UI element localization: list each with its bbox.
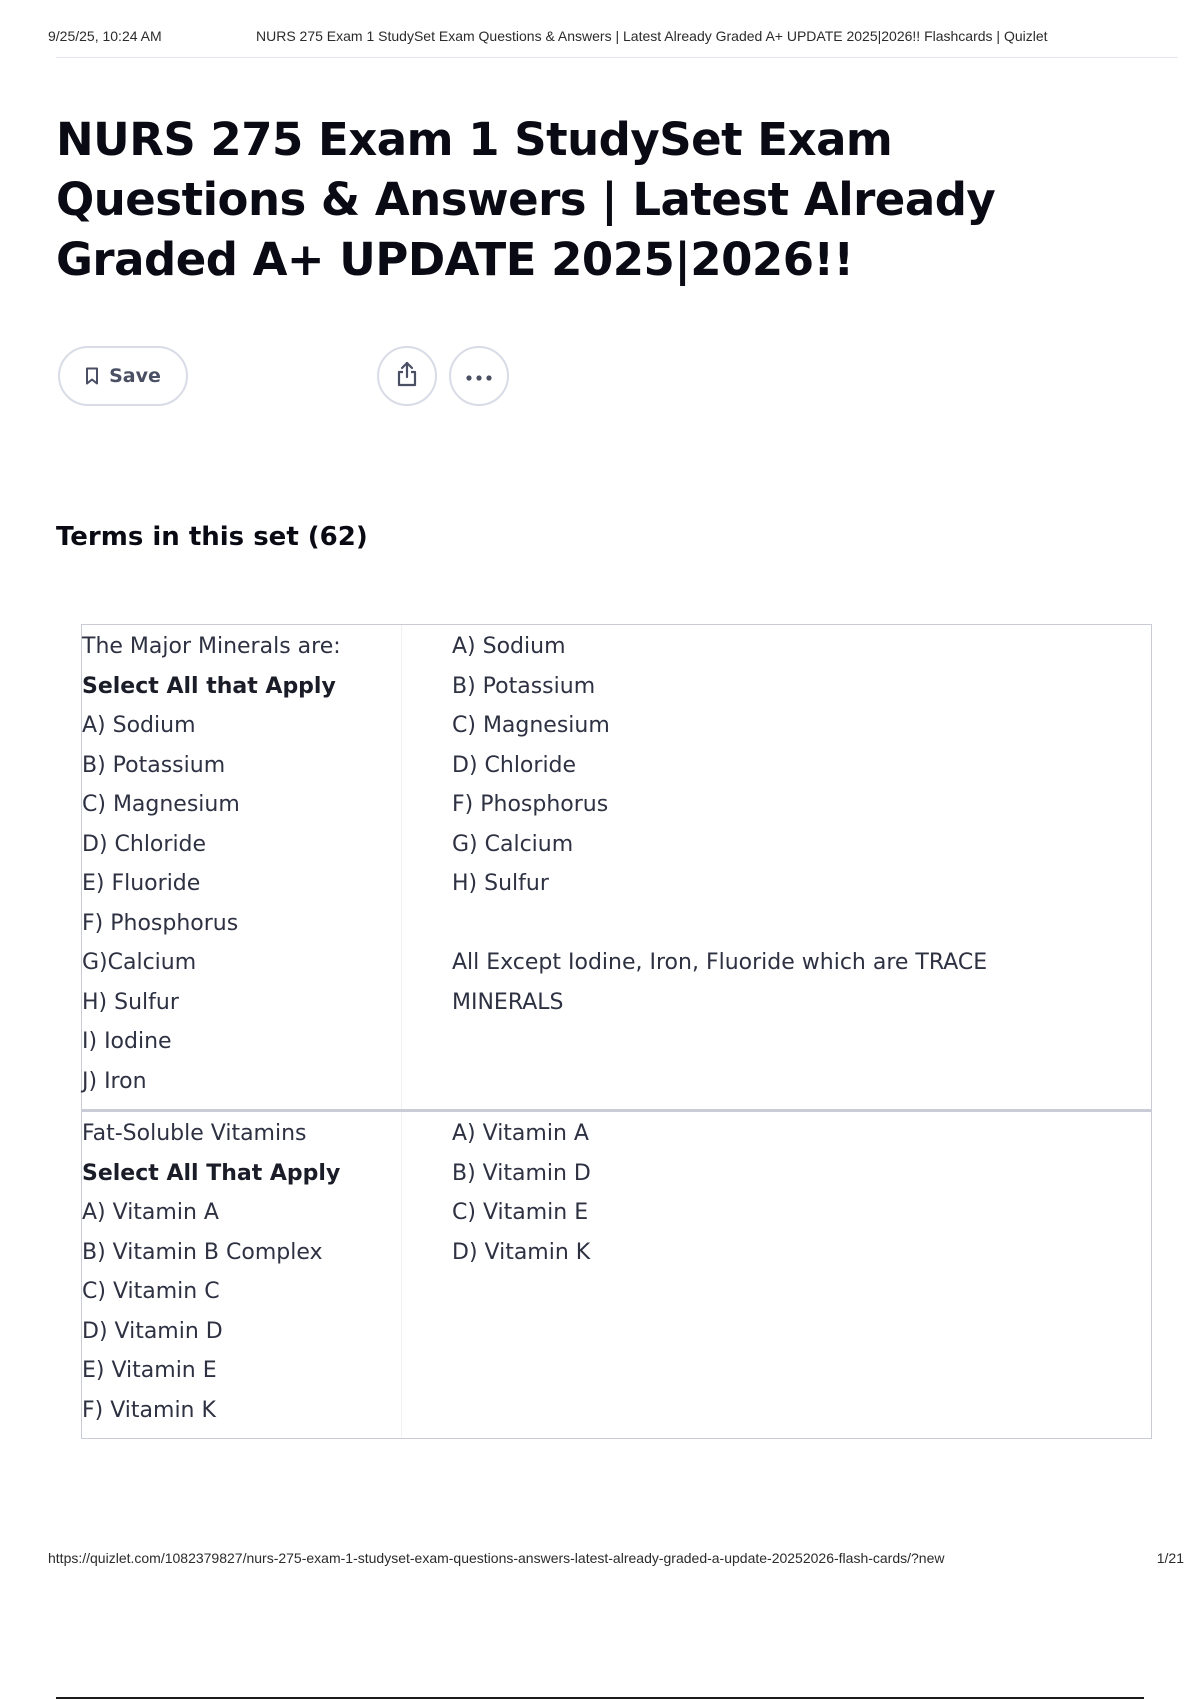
definition-line: H) Sulfur — [452, 871, 549, 896]
page-number: 1/21 — [1156, 1550, 1184, 1566]
terms-heading: Terms in this set (62) — [56, 522, 368, 552]
definition-line: B) Vitamin D — [452, 1160, 591, 1186]
term-instruction: Select All that Apply — [82, 673, 336, 699]
page-title: NURS 275 Exam 1 StudySet Exam Questions & Answers | Latest Already Graded A+ UPDATE 2025|2026!! — [56, 113, 996, 286]
print-document-title: NURS 275 Exam 1 StudySet Exam Questions & Answers | Latest Already Graded A+ UPDATE 2025|2026!! Flashcards | Quizlet — [256, 28, 1048, 44]
save-button[interactable] — [58, 346, 188, 406]
term-line: C) Magnesium — [82, 792, 240, 817]
definition-line: D) Vitamin K — [452, 1239, 591, 1265]
term-side — [82, 625, 402, 1109]
definition-line: D) Chloride — [452, 752, 577, 778]
header-divider — [56, 57, 1178, 58]
term-line: B) Vitamin B Complex — [82, 1239, 323, 1265]
share-icon — [394, 360, 420, 392]
term-line: Fat-Soluble Vitamins — [82, 1121, 307, 1146]
term-line: The Major Minerals are: — [82, 634, 341, 659]
term-line: D) Vitamin D — [82, 1318, 223, 1344]
term-line: H) Sulfur — [82, 989, 179, 1015]
definition-side — [402, 625, 1151, 1109]
term-line: J) Iron — [82, 1068, 147, 1094]
print-url: https://quizlet.com/1082379827/nurs-275-exam-1-studyset-exam-questions-answers-latest-already-graded-a-update-20252026-flash-cards/?new — [48, 1550, 945, 1566]
definition-line: MINERALS — [452, 989, 564, 1015]
term-line: B) Potassium — [82, 752, 226, 778]
definition-line: F) Phosphorus — [452, 792, 609, 817]
term-instruction: Select All That Apply — [82, 1160, 341, 1186]
term-line: G)Calcium — [82, 950, 197, 975]
terms-table — [81, 624, 1152, 1439]
save-button-label: Save — [109, 365, 161, 387]
term-side — [82, 1112, 402, 1438]
term-line: E) Fluoride — [82, 871, 201, 896]
more-horizontal-icon — [465, 367, 493, 386]
term-line: F) Phosphorus — [82, 910, 239, 936]
bookmark-icon — [85, 367, 99, 385]
definition-line: A) Sodium — [452, 634, 566, 659]
term-line: A) Sodium — [82, 713, 196, 738]
term-line: I) Iodine — [82, 1029, 172, 1054]
term-line: F) Vitamin K — [82, 1397, 216, 1423]
term-line: E) Vitamin E — [82, 1358, 217, 1383]
definition-line: All Except Iodine, Iron, Fluoride which are TRACE — [452, 950, 988, 975]
term-line: C) Vitamin C — [82, 1279, 220, 1304]
term-line: D) Chloride — [82, 831, 207, 857]
definition-line: C) Vitamin E — [452, 1200, 589, 1225]
more-options-button[interactable] — [449, 346, 509, 406]
bottom-divider — [56, 1697, 1144, 1699]
definition-line: G) Calcium — [452, 831, 574, 857]
term-line: A) Vitamin A — [82, 1200, 219, 1225]
definition-line: B) Potassium — [452, 673, 596, 699]
definition-line: C) Magnesium — [452, 713, 610, 738]
share-button[interactable] — [377, 346, 437, 406]
definition-line — [452, 904, 1151, 944]
term-card — [82, 625, 1151, 1112]
term-card — [82, 1112, 1151, 1438]
definition-side — [402, 1112, 1151, 1438]
definition-line: A) Vitamin A — [452, 1121, 589, 1146]
print-timestamp: 9/25/25, 10:24 AM — [48, 28, 162, 44]
